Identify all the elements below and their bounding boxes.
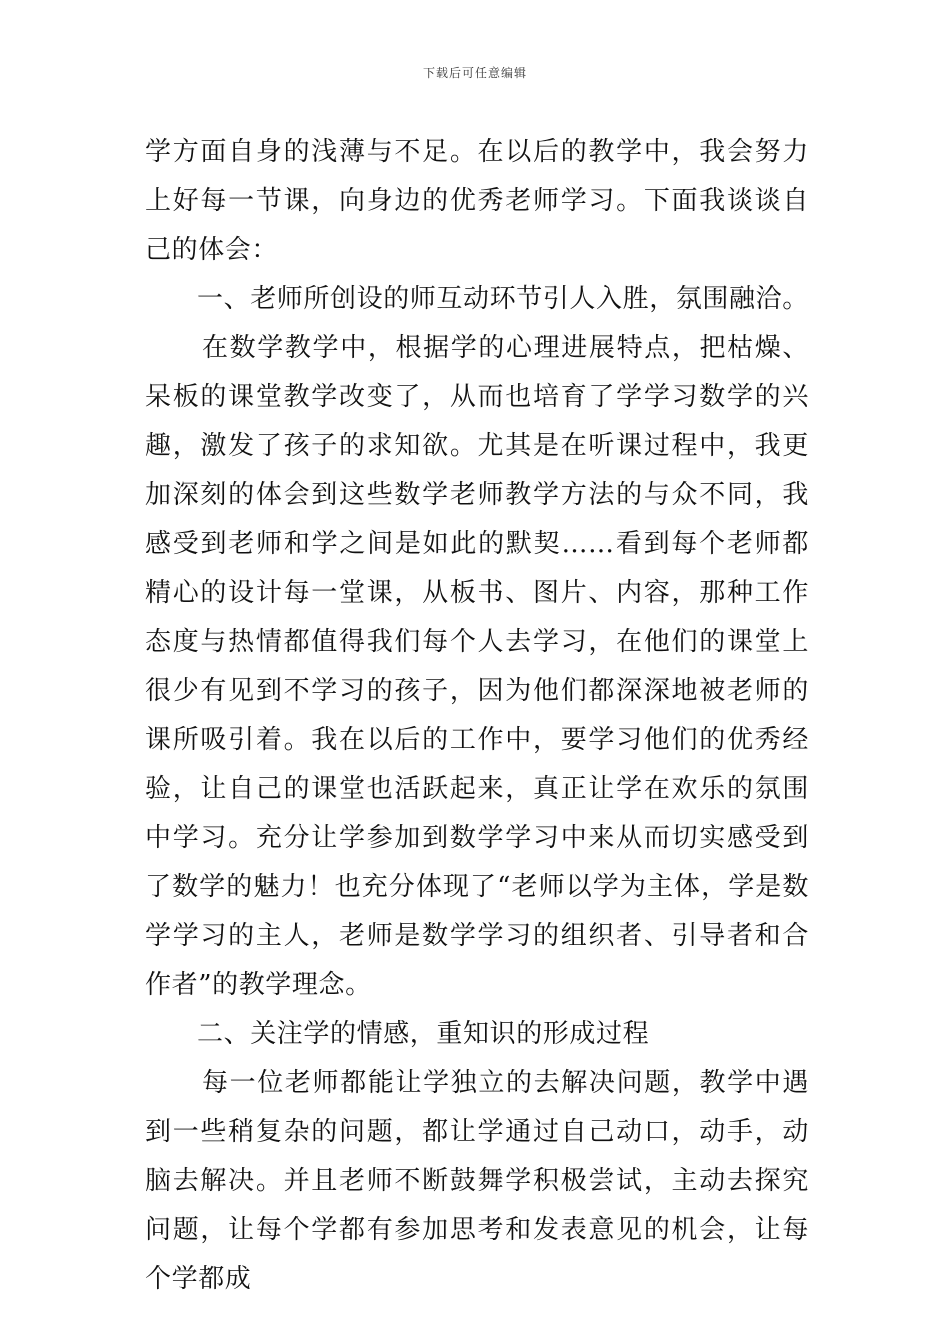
page-header-note: 下载后可任意编辑 — [422, 66, 527, 80]
paragraph-section-1-body: 在数学教学中，根据学的心理进展特点，把枯燥、呆板的课堂教学改变了，从而也培育了学学习数学的兴趣，激发了孩子的求知欲。尤其是在听课过程中，我更加深刻的体会到这些数学老师教学方法的与众不同，我感受到老师和学之间是如此的默契……看到每个老师都精心的设计每一堂课，从板书、图片、内容，那种工作态度与热情都值得我们每个人去学习，在他们的课堂上很少有见到不学习的孩子，因为他们都深深地被老师的课所吸引着。我在以后的工作中，要学习他们的优秀经验，让自己的课堂也活跃起来，真正让学在欢乐的氛围中学习。充分让学参加到数学学习中来从而切实感受到了数学的魅力！也充分体现了“老师以学为主体，学是数学学习的主人，老师是数学学习的组织者、引导者和合作者”的教学理念。 — [145, 333, 809, 1000]
paragraph-section-2-body: 每一位老师都能让学独立的去解决问题，教学中遇到一些稍复杂的问题，都让学通过自己动口，动手，动脑去解决。并且老师不断鼓舞学积极尝试，主动去探究问题，让每个学都有参加思考和发表意见的机会，让每个学都成 — [145, 1068, 809, 1294]
section-heading-1: 一、老师所创设的师互动环节引人入胜，氛围融洽。 — [197, 284, 809, 314]
paragraph-continuation: 学方面自身的浅薄与不足。在以后的教学中，我会努力上好每一节课，向身边的优秀老师学习。下面我谈谈自己的体会： — [145, 137, 809, 265]
document-body — [145, 128, 809, 1304]
section-heading-2: 二、关注学的情感，重知识的形成过程 — [197, 1019, 650, 1049]
